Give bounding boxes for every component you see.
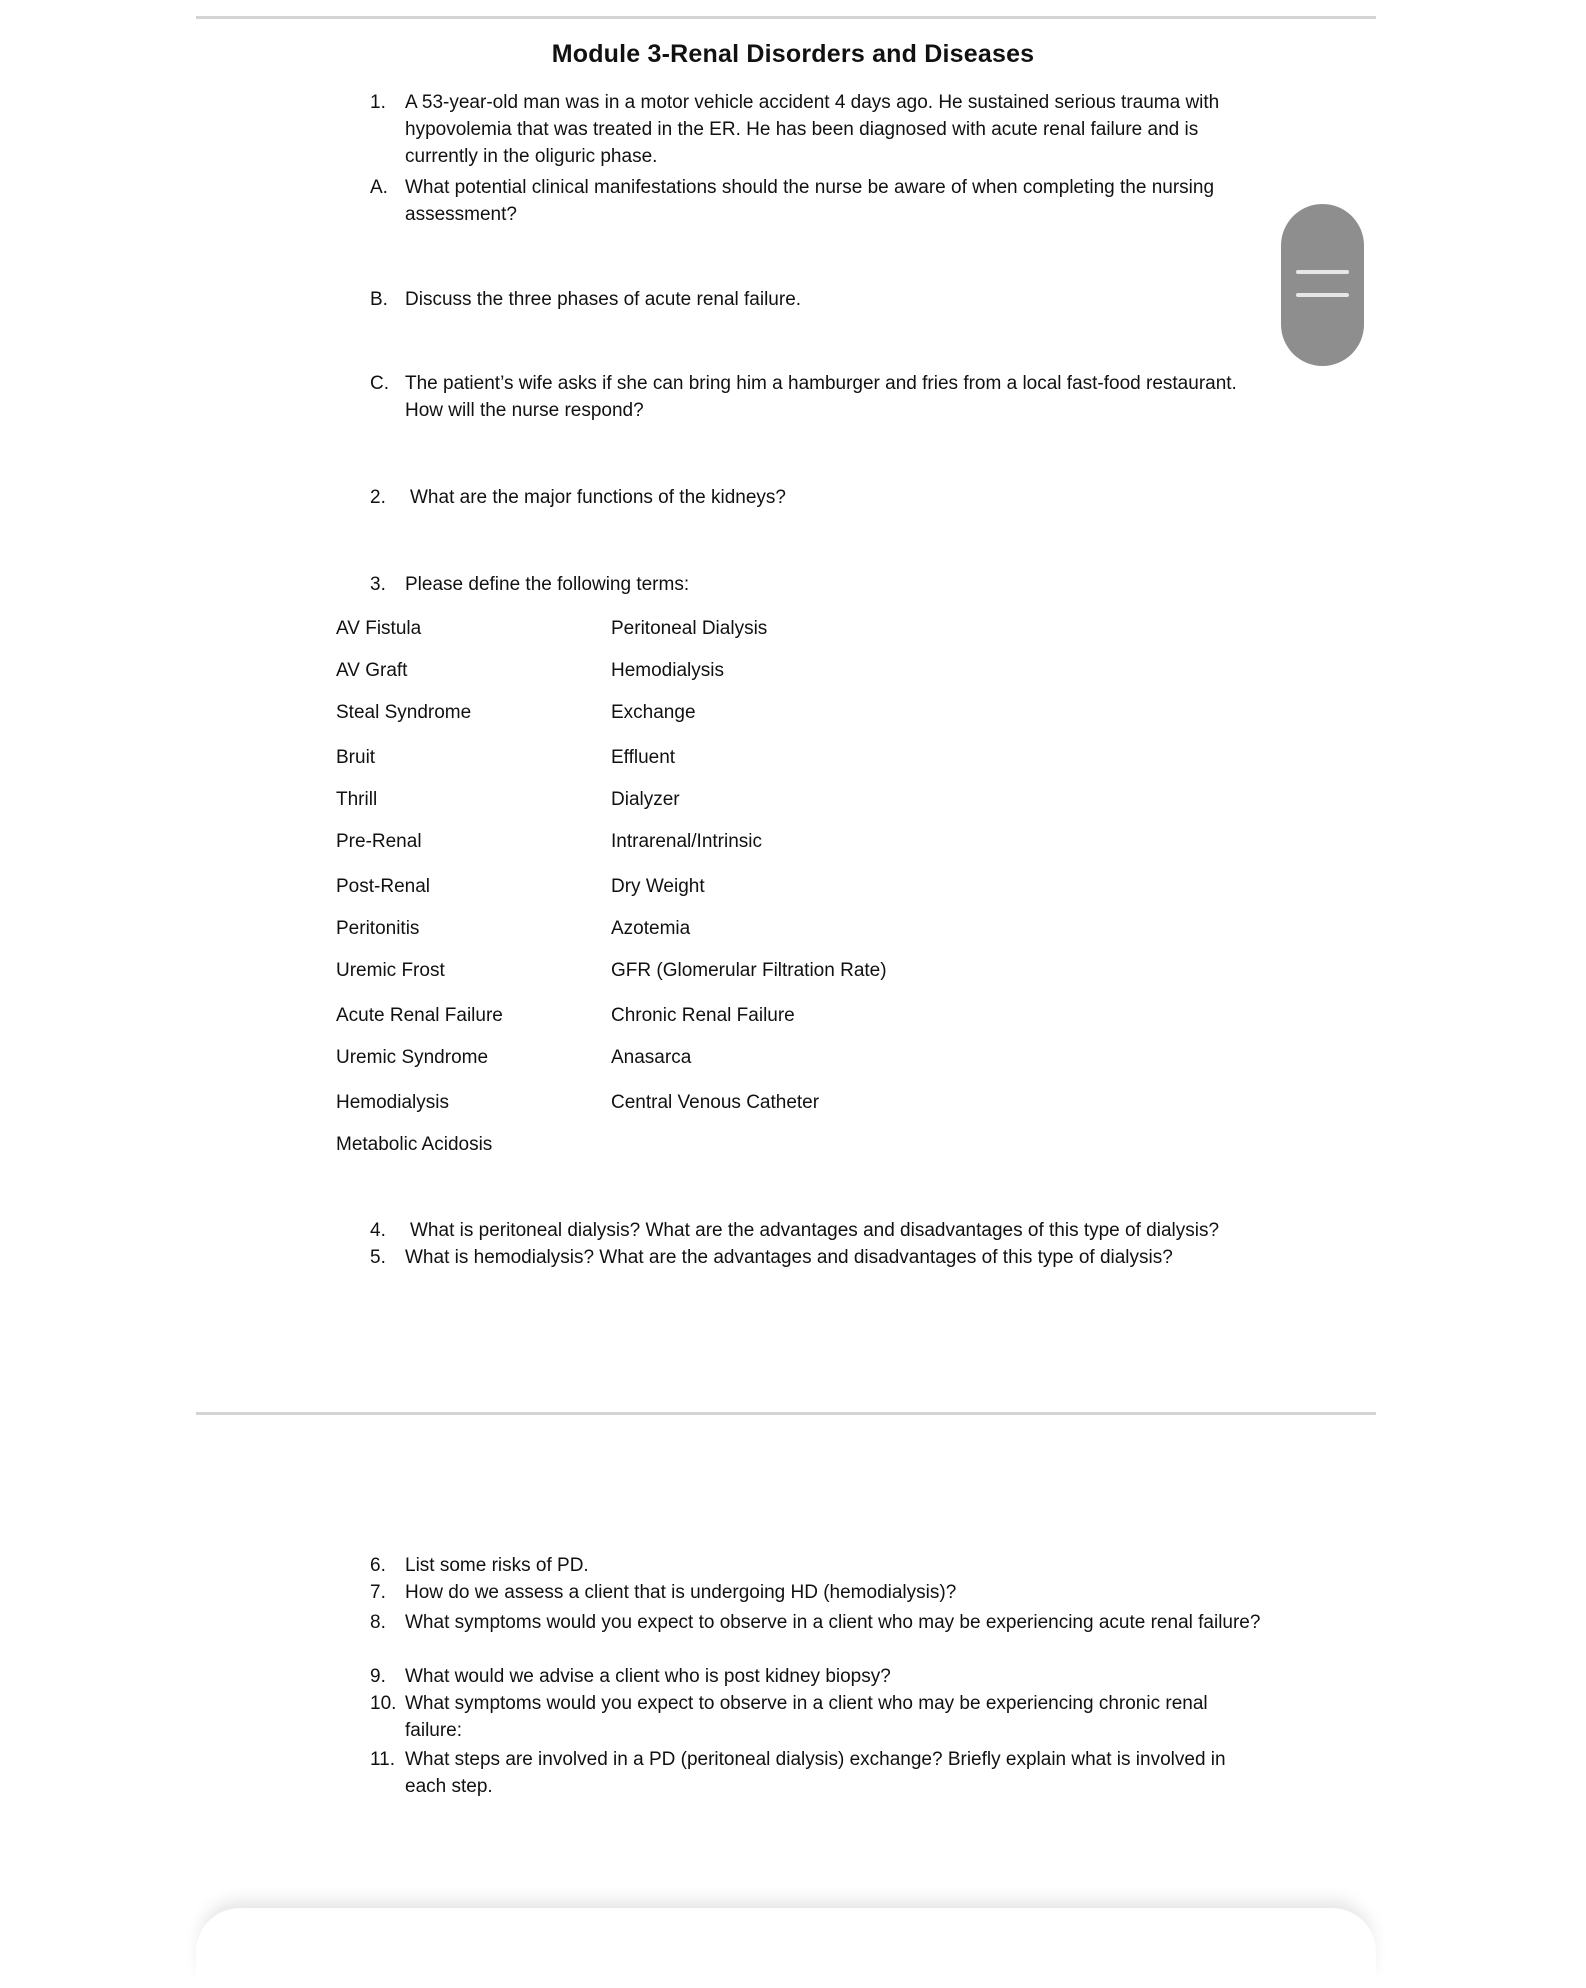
- next-page-edge: [196, 1908, 1376, 1988]
- question-text: Please define the following terms:: [405, 574, 690, 595]
- question-text: What would we advise a client who is post kidney biopsy?: [405, 1666, 891, 1687]
- term-right: Central Venous Catheter: [611, 1092, 820, 1113]
- term-left: Post-Renal: [336, 876, 430, 897]
- term-left: Acute Renal Failure: [336, 1005, 503, 1026]
- question-number: 9.: [370, 1666, 386, 1687]
- term-left: Thrill: [336, 789, 378, 810]
- page-break: [196, 1412, 1376, 1415]
- question-text: How do we assess a client that is undergoing HD (hemodialysis)?: [405, 1582, 957, 1603]
- question-text: A 53-year-old man was in a motor vehicle accident 4 days ago. He sustained serious trauma with hypovolemia that was treated in the ER. He has been diagnosed with acute renal failure and is currently in the oliguric phase.: [405, 92, 1220, 167]
- term-right: Chronic Renal Failure: [611, 1005, 795, 1026]
- term-left: Peritonitis: [336, 918, 420, 939]
- term-right: Peritoneal Dialysis: [611, 618, 768, 639]
- question-number: 4.: [370, 1220, 386, 1241]
- term-left: AV Graft: [336, 660, 408, 681]
- question-number: 7.: [370, 1582, 386, 1603]
- term-left: AV Fistula: [336, 618, 422, 639]
- term-left: Pre-Renal: [336, 831, 422, 852]
- question-number: 6.: [370, 1555, 386, 1576]
- term-right: Dry Weight: [611, 876, 705, 897]
- question-number: 11.: [370, 1749, 396, 1770]
- term-right: Anasarca: [611, 1047, 692, 1068]
- question-text: What are the major functions of the kidneys?: [410, 487, 786, 508]
- question-number: 8.: [370, 1612, 386, 1633]
- question-number: 2.: [370, 487, 386, 508]
- question-number: B.: [370, 289, 388, 310]
- question-text: List some risks of PD.: [405, 1555, 589, 1576]
- question-number: C.: [370, 373, 389, 394]
- question-text: What potential clinical manifestations should the nurse be aware of when completing the nursing assessment?: [405, 177, 1215, 225]
- question-text: What symptoms would you expect to observe in a client who may be experiencing acute renal failure?: [405, 1612, 1261, 1633]
- scroll-handle[interactable]: [1281, 204, 1364, 366]
- term-right: Effluent: [611, 747, 676, 768]
- page-top-border: [196, 16, 1376, 19]
- question-number: 1.: [370, 92, 386, 113]
- term-left: Metabolic Acidosis: [336, 1134, 493, 1155]
- question-text: The patient’s wife asks if she can bring him a hamburger and fries from a local fast-food restaurant. How will the nurse respond?: [405, 373, 1237, 421]
- question-text: What steps are involved in a PD (peritoneal dialysis) exchange? Briefly explain what is involved in each step.: [405, 1749, 1226, 1797]
- term-right: Azotemia: [611, 918, 691, 939]
- term-left: Uremic Frost: [336, 960, 445, 981]
- term-right: Exchange: [611, 702, 696, 723]
- question-text: What is peritoneal dialysis? What are the advantages and disadvantages of this type of dialysis?: [410, 1220, 1220, 1241]
- question-text: What symptoms would you expect to observe in a client who may be experiencing chronic renal failure:: [405, 1693, 1208, 1741]
- term-left: Steal Syndrome: [336, 702, 472, 723]
- term-right: Hemodialysis: [611, 660, 724, 681]
- term-right: Intrarenal/Intrinsic: [611, 831, 763, 852]
- term-left: Bruit: [336, 747, 376, 768]
- question-number: 3.: [370, 574, 386, 595]
- term-right: Dialyzer: [611, 789, 680, 810]
- question-number: 10.: [370, 1693, 397, 1714]
- question-text: What is hemodialysis? What are the advantages and disadvantages of this type of dialysis?: [405, 1247, 1173, 1268]
- page-title: Module 3-Renal Disorders and Diseases: [551, 40, 1035, 68]
- term-left: Hemodialysis: [336, 1092, 449, 1113]
- question-text: Discuss the three phases of acute renal failure.: [405, 289, 802, 310]
- term-right: GFR (Glomerular Filtration Rate): [611, 960, 887, 981]
- question-number: A.: [370, 177, 388, 198]
- term-left: Uremic Syndrome: [336, 1047, 489, 1068]
- question-number: 5.: [370, 1247, 386, 1268]
